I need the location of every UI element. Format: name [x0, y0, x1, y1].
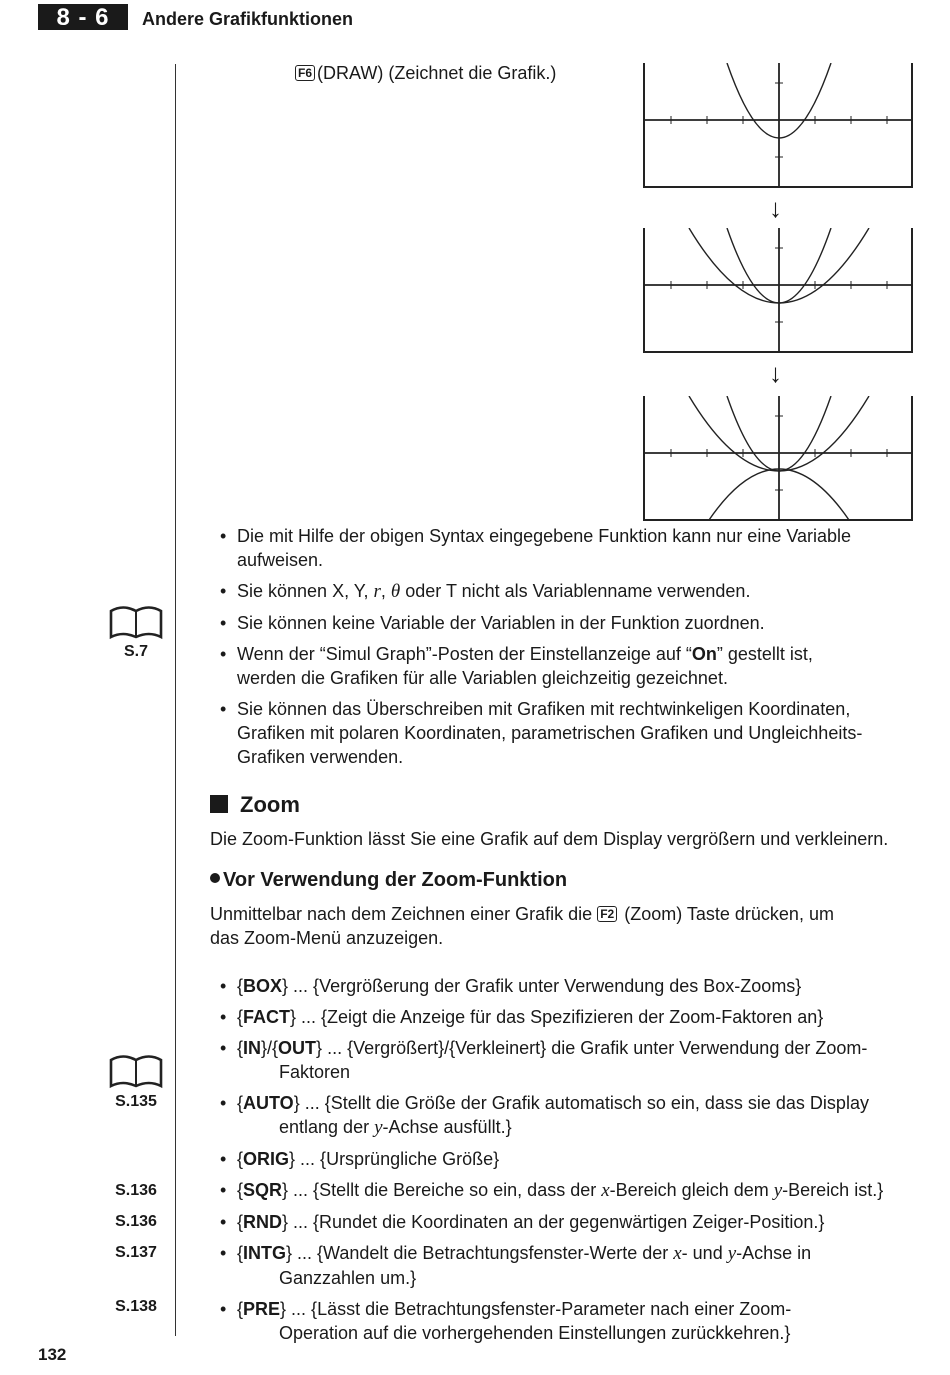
draw-step [295, 63, 556, 84]
list-item: • {ORIG} ... {Ursprüngliche Größe} [220, 1147, 920, 1171]
notes-list [220, 524, 920, 776]
list-item: • {AUTO} ... {Stellt die Größe der Grafik automatisch so ein, dass sie das Display entlang der y-Achse ausfüllt.} [220, 1091, 920, 1140]
list-item: • Sie können X, Y, r, θ oder T nicht als Variablenname verwenden. [220, 579, 920, 604]
menu-cmd-out: OUT [278, 1038, 317, 1058]
list-item: • {PRE} ... {Lässt die Betrachtungsfenster-Parameter nach einer Zoom- Operation auf die vorhergehenden Einstellungen zurückkehren.} [220, 1297, 920, 1345]
list-item: • {FACT} ... {Zeigt die Anzeige für das Spezifizieren der Zoom-Faktoren an} [220, 1005, 920, 1029]
zoom-intro: Die Zoom-Funktion lässt Sie eine Grafik auf dem Display vergrößern und verkleinern. [210, 829, 889, 849]
list-item: • {SQR} ... {Stellt die Bereiche so ein, dass der x-Bereich gleich dem y-Bereich ist.} [220, 1178, 920, 1203]
graph-screen-2 [643, 228, 913, 353]
menu-cmd-in: IN [243, 1038, 262, 1058]
page-ref-pre[interactable]: S.138 [115, 1298, 157, 1315]
margin-rule [175, 64, 176, 1336]
down-arrow-icon: ↓ [769, 193, 782, 223]
list-item: • {BOX} ... {Vergrößerung der Grafik unter Verwendung des Box-Zooms} [220, 974, 920, 998]
zoom-heading: Zoom [210, 792, 300, 818]
menu-cmd-auto: AUTO [243, 1093, 294, 1113]
list-item: • {IN}/{OUT} ... {Vergrößert}/{Verkleinert} die Grafik unter Verwendung der Zoom- Faktoren [220, 1036, 920, 1084]
page-ref-rnd[interactable]: S.136 [115, 1213, 157, 1230]
list-item: • Sie können das Überschreiben mit Grafiken mit rechtwinkeligen Koordinaten, Grafiken mit polaren Koordinaten, parametrischen Grafiken und Ungleichheits- Grafiken verwenden. [220, 697, 920, 769]
section-title: Andere Grafikfunktionen [142, 9, 354, 29]
page-ref-sqr[interactable]: S.136 [115, 1182, 157, 1199]
list-item: • Die mit Hilfe der obigen Syntax eingegebene Funktion kann nur eine Variable aufweisen. [220, 524, 920, 572]
list-item: • {RND} ... {Rundet die Koordinaten an der gegenwärtigen Zeiger-Position.} [220, 1210, 920, 1234]
menu-cmd-sqr: SQR [243, 1180, 283, 1200]
menu-cmd-box: BOX [243, 976, 283, 996]
page-ref-simul-graph[interactable]: S.7 [123, 643, 148, 660]
page-number: 132 [38, 1345, 67, 1364]
zoom-sub-heading: Vor Verwendung der Zoom-Funktion [210, 869, 567, 892]
menu-cmd-intg: INTG [243, 1243, 287, 1263]
list-item: • Sie können keine Variable der Variablen in der Funktion zuordnen. [220, 611, 920, 635]
zoom-instruction: Unmittelbar nach dem Zeichnen einer Grafik die F2 (Zoom) Taste drücken, um das Zoom-Menü anzuzeigen. [210, 904, 834, 948]
f6-key-icon: F6 [295, 65, 315, 81]
square-bullet-icon [210, 795, 228, 813]
zoom-menu-list [220, 974, 920, 1352]
list-item: • Wenn der “Simul Graph”-Posten der Einstellanzeige auf “On” gestellt ist, werden die Grafiken für alle Variablen gleichzeitig gezeichnet. [220, 642, 920, 690]
graph-screen-1 [643, 63, 913, 188]
menu-cmd-pre: PRE [243, 1299, 281, 1319]
graph-screen-3 [643, 396, 913, 521]
round-bullet-icon [210, 873, 220, 883]
menu-cmd-fact: FACT [243, 1007, 291, 1027]
section-number-badge: 8 - 6 [38, 4, 128, 30]
book-reference-icon [108, 1052, 164, 1092]
f2-key-icon: F2 [597, 906, 617, 922]
menu-cmd-orig: ORIG [243, 1149, 290, 1169]
draw-step-text: (DRAW) (Zeichnet die Grafik.) [317, 63, 557, 83]
page-ref-auto[interactable]: S.135 [115, 1093, 157, 1110]
list-item: • {INTG} ... {Wandelt die Betrachtungsfenster-Werte der x- und y-Achse in Ganzzahlen um.} [220, 1241, 920, 1290]
down-arrow-icon: ↓ [769, 358, 782, 388]
page-ref-intg[interactable]: S.137 [115, 1244, 157, 1261]
book-reference-icon [108, 603, 164, 643]
menu-cmd-rnd: RND [243, 1212, 283, 1232]
